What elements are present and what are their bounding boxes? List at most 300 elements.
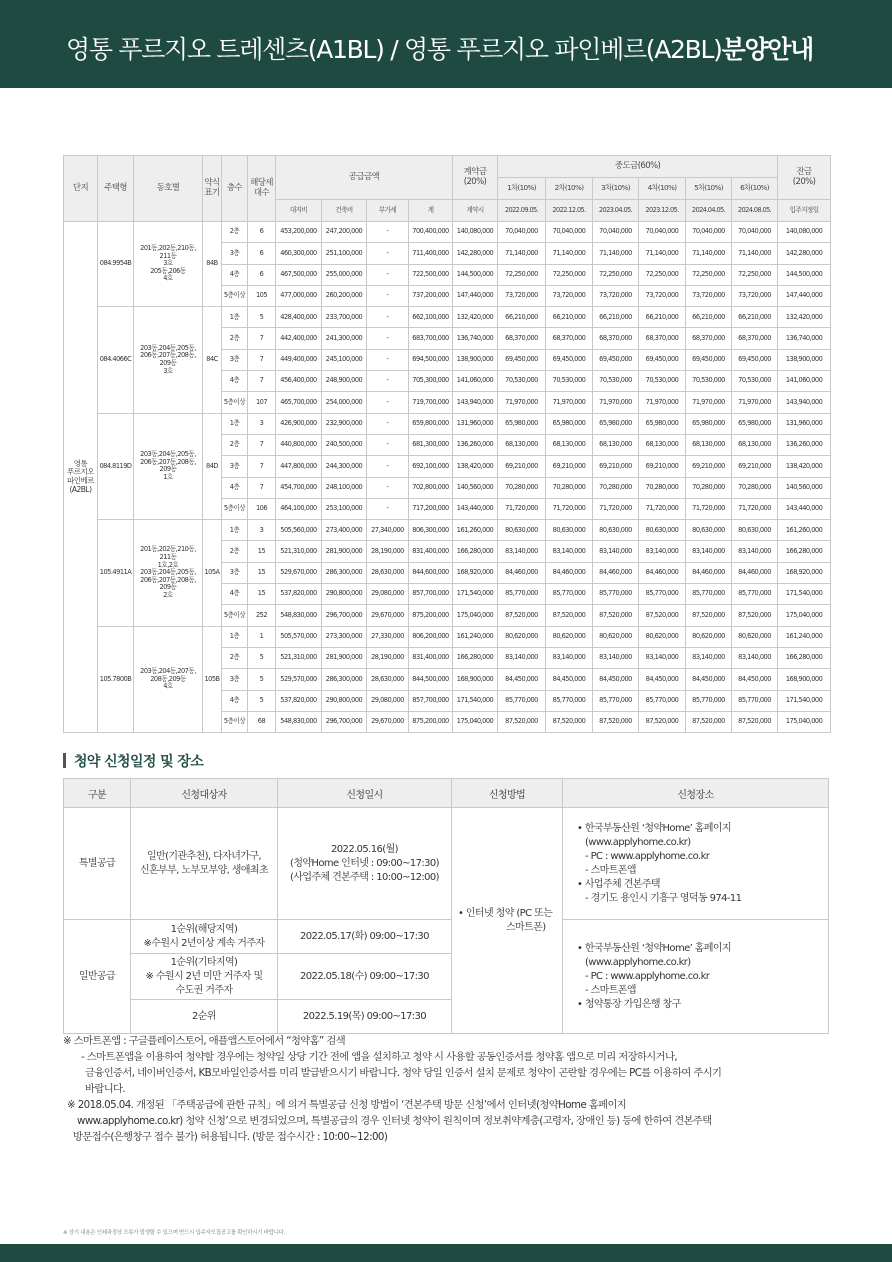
building-cell [134,307,203,413]
mid-cell-2: 68,130,000 [546,434,593,455]
construction-cell: 247,200,000 [322,222,367,243]
method-line: • 인터넷 청약 (PC 또는 [458,907,553,919]
construction-cell: 241,300,000 [322,328,367,349]
mid-cell-3: 69,450,000 [593,349,639,370]
land-cell: 449,400,000 [276,349,322,370]
units-cell: 3 [248,520,276,541]
building-line: 1호,2호 [157,560,179,569]
total-cell: 806,300,000 [409,520,453,541]
total-cell: 719,700,000 [409,392,453,413]
units-cell: 6 [248,243,276,264]
land-cell: 426,900,000 [276,413,322,434]
construction-cell: 273,300,000 [322,626,367,647]
building-line: 203동,204동,205동, [140,343,196,352]
vat-cell: 29,670,000 [367,711,409,732]
mid-cell-5: 71,970,000 [686,392,732,413]
vat-cell: 29,080,000 [367,584,409,605]
units-cell: 252 [248,605,276,626]
mid-cell-6: 80,620,000 [732,626,778,647]
floor-cell: 3층 [222,669,248,690]
mid-cell-2: 84,450,000 [546,669,593,690]
floor-cell: 5층이상 [222,285,248,306]
construction-cell: 248,100,000 [322,477,367,498]
floor-cell: 2층 [222,541,248,562]
mid-cell-3: 66,210,000 [593,307,639,328]
header-balance-label: 잔금 [796,166,812,177]
mid-cell-1: 70,040,000 [498,222,546,243]
floor-cell: 1층 [222,307,248,328]
header-mid-4: 4차(10%) [639,178,686,200]
contract-cell: 131,960,000 [453,413,498,434]
units-cell: 6 [248,264,276,285]
header-short: 약식표기 [203,156,222,222]
mid-cell-2: 80,630,000 [546,520,593,541]
balance-cell: 136,260,000 [778,434,831,455]
floor-cell: 2층 [222,328,248,349]
price-table [63,155,831,733]
total-cell: 844,600,000 [409,562,453,583]
total-cell: 722,500,000 [409,264,453,285]
mid-cell-3: 84,450,000 [593,669,639,690]
header-mid-date-5: 2024.04.05. [686,200,732,222]
total-cell: 806,200,000 [409,626,453,647]
note-2-line-1: ※ 2018.05.04. 개정된 「주택공급에 관한 규칙」에 의거 특별공급 신청 방법이 ‘견본주택 방문 신청’에서 인터넷(청약Home 홈페이지 [67,1098,627,1111]
mid-cell-5: 80,620,000 [686,626,732,647]
special-supply-label: 특별공급 [64,808,131,920]
land-cell: 428,400,000 [276,307,322,328]
contract-cell: 132,420,000 [453,307,498,328]
mid-cell-5: 71,720,000 [686,498,732,519]
schedule-header-target: 신청대상자 [131,779,278,808]
mid-cell-1: 73,720,000 [498,285,546,306]
mid-cell-1: 83,140,000 [498,541,546,562]
total-cell: 857,700,000 [409,584,453,605]
price-table-body [64,222,831,733]
contract-cell: 161,260,000 [453,520,498,541]
special-target-line: 일반(기관추천), 다자녀가구, [147,850,261,862]
balance-cell: 166,280,000 [778,647,831,668]
mid-cell-1: 70,530,000 [498,371,546,392]
mid-cell-2: 80,620,000 [546,626,593,647]
mid-cell-2: 70,040,000 [546,222,593,243]
total-cell: 683,700,000 [409,328,453,349]
header-type: 주택형 [98,156,134,222]
mid-cell-5: 66,210,000 [686,307,732,328]
mid-cell-2: 71,140,000 [546,243,593,264]
balance-cell: 138,420,000 [778,456,831,477]
mid-cell-3: 87,520,000 [593,711,639,732]
mid-cell-6: 83,140,000 [732,647,778,668]
land-cell: 460,300,000 [276,243,322,264]
contract-cell: 147,440,000 [453,285,498,306]
building-line: 1호 [163,472,173,481]
mid-cell-5: 87,520,000 [686,711,732,732]
land-cell: 521,310,000 [276,647,322,668]
mid-cell-6: 84,460,000 [732,562,778,583]
floor-cell: 4층 [222,690,248,711]
floor-cell: 5층이상 [222,392,248,413]
construction-cell: 290,800,000 [322,690,367,711]
vat-cell: - [367,434,409,455]
short-cell: 84D [203,413,222,519]
mid-cell-3: 80,620,000 [593,626,639,647]
header-mid-3: 3차(10%) [593,178,639,200]
vat-cell: - [367,392,409,413]
land-cell: 464,100,000 [276,498,322,519]
mid-cell-6: 85,770,000 [732,584,778,605]
mid-cell-2: 68,370,000 [546,328,593,349]
mid-cell-5: 85,770,000 [686,584,732,605]
land-cell: 529,570,000 [276,669,322,690]
header-mid-6: 6차(10%) [732,178,778,200]
page-title-main: 영통 푸르지오 트레센츠(A1BL) / 영통 푸르지오 파인베르(A2BL) [66,35,722,64]
mid-cell-6: 70,530,000 [732,371,778,392]
building-line: 206동,207동,208동, [140,457,196,466]
place-line: • 사업주체 견본주택 [577,878,660,890]
schedule-section-title-text: 청약 신청일정 및 장소 [74,754,204,770]
units-cell: 7 [248,434,276,455]
mid-cell-3: 85,770,000 [593,690,639,711]
mid-cell-5: 87,520,000 [686,605,732,626]
mid-cell-2: 85,770,000 [546,690,593,711]
construction-cell: 240,500,000 [322,434,367,455]
mid-cell-4: 65,980,000 [639,413,686,434]
total-cell: 844,500,000 [409,669,453,690]
special-supply-place [563,808,829,920]
contract-cell: 141,060,000 [453,371,498,392]
mid-cell-5: 68,130,000 [686,434,732,455]
mid-cell-2: 83,140,000 [546,541,593,562]
contract-cell: 171,540,000 [453,584,498,605]
mid-cell-4: 80,630,000 [639,520,686,541]
place-line: • 한국부동산원 ‘청약Home’ 홈페이지 [577,822,732,834]
mid-cell-2: 69,450,000 [546,349,593,370]
general-target-line: 수도권 거주자 [175,984,233,996]
mid-cell-5: 83,140,000 [686,541,732,562]
mid-cell-3: 71,140,000 [593,243,639,264]
mid-cell-3: 85,770,000 [593,584,639,605]
general-supply-label: 일반공급 [64,920,131,1034]
header-balance-pct: (20%) [792,176,816,187]
page-title-bold: 분양안내 [721,35,813,64]
mid-cell-4: 71,970,000 [639,392,686,413]
general-target-line: ※수원시 2년이상 계속 거주자 [143,937,265,949]
page-title [66,30,813,66]
total-cell: 831,400,000 [409,647,453,668]
notes [63,1034,838,1146]
mid-cell-4: 84,450,000 [639,669,686,690]
building-line: 4호 [163,274,173,283]
mid-cell-5: 73,720,000 [686,285,732,306]
vat-cell: 28,190,000 [367,541,409,562]
floor-cell: 3층 [222,349,248,370]
header-complex: 단지 [64,156,98,222]
total-cell: 875,200,000 [409,711,453,732]
contract-cell: 168,920,000 [453,562,498,583]
mid-cell-1: 71,140,000 [498,243,546,264]
mid-cell-2: 65,980,000 [546,413,593,434]
header-mid-date-6: 2024.08.05. [732,200,778,222]
floor-cell: 4층 [222,264,248,285]
total-cell: 702,800,000 [409,477,453,498]
contract-cell: 168,900,000 [453,669,498,690]
mid-cell-1: 68,370,000 [498,328,546,349]
vat-cell: 28,630,000 [367,562,409,583]
vat-cell: - [367,498,409,519]
mid-cell-3: 65,980,000 [593,413,639,434]
header-building: 동호별 [134,156,203,222]
mid-cell-2: 71,970,000 [546,392,593,413]
contract-cell: 175,040,000 [453,711,498,732]
mid-cell-4: 69,450,000 [639,349,686,370]
contract-cell: 142,280,000 [453,243,498,264]
header-construction: 건축비 [322,200,367,222]
note-2-line-2: www.applyhome.co.kr) 청약 신청’으로 변경되었으며, 특별공급의 경우 인터넷 청약이 원칙이며 정보취약계층(고령자, 장애인 등) 등에 한하여 견본주택 [77,1114,712,1127]
balance-cell: 141,060,000 [778,371,831,392]
place-line: - 경기도 용인시 기흥구 영덕동 974-11 [585,892,742,904]
balance-cell: 161,260,000 [778,520,831,541]
total-cell: 700,400,000 [409,222,453,243]
mid-cell-3: 83,140,000 [593,541,639,562]
vat-cell: 28,630,000 [367,669,409,690]
section-title-bar [63,753,66,768]
header-contract [453,156,498,200]
header-mid: 중도금(60%) [498,156,778,178]
floor-cell: 1층 [222,626,248,647]
units-cell: 7 [248,456,276,477]
header-supply: 공급금액 [276,156,453,200]
mid-cell-5: 84,460,000 [686,562,732,583]
mid-cell-2: 83,140,000 [546,647,593,668]
vat-cell: - [367,264,409,285]
mid-cell-2: 84,460,000 [546,562,593,583]
total-cell: 857,700,000 [409,690,453,711]
special-datetime-line: 2022.05.16(월) [331,843,398,855]
construction-cell: 245,100,000 [322,349,367,370]
building-cell [134,413,203,519]
header-contract-label: 계약금 [463,166,487,177]
mid-cell-6: 70,280,000 [732,477,778,498]
land-cell: 442,400,000 [276,328,322,349]
header-mid-date-2: 2022.12.05. [546,200,593,222]
mid-cell-5: 70,530,000 [686,371,732,392]
application-method [452,808,563,1034]
place-line: (www.applyhome.co.kr) [585,836,691,848]
note-1-sub-2: 금융인증서, 네이버인증서, KB모바일인증서를 미리 발급받으시기 바랍니다. 청약 당일 인증서 설치 문제로 청약이 곤란할 경우에는 PC를 이용하여 주시기 [85,1066,722,1079]
method-line: 스마트폰) [506,921,546,933]
special-supply-target [131,808,278,920]
mid-cell-1: 87,520,000 [498,711,546,732]
mid-cell-6: 65,980,000 [732,413,778,434]
mid-cell-3: 68,370,000 [593,328,639,349]
floor-cell: 3층 [222,562,248,583]
floor-cell: 5층이상 [222,711,248,732]
total-cell: 705,300,000 [409,371,453,392]
page-header [0,0,892,88]
mid-cell-4: 73,720,000 [639,285,686,306]
place-line: (www.applyhome.co.kr) [585,956,691,968]
balance-cell: 143,940,000 [778,392,831,413]
mid-cell-3: 71,720,000 [593,498,639,519]
schedule-header-place: 신청장소 [563,779,829,808]
units-cell: 5 [248,307,276,328]
mid-cell-3: 68,130,000 [593,434,639,455]
special-target-line: 신혼부부, 노부모부양, 생애최초 [139,864,269,876]
building-line: 4호 [163,682,173,691]
mid-cell-5: 65,980,000 [686,413,732,434]
building-line: 206동,207동,208동, [140,351,196,360]
mid-cell-1: 80,630,000 [498,520,546,541]
mid-cell-2: 70,530,000 [546,371,593,392]
contract-cell: 144,500,000 [453,264,498,285]
header-land: 대지비 [276,200,322,222]
balance-cell: 138,900,000 [778,349,831,370]
building-cell [134,626,203,732]
construction-cell: 273,400,000 [322,520,367,541]
construction-cell: 281,900,000 [322,647,367,668]
building-line: 203동,204동,207동, [140,667,196,676]
building-line: 203동,204동,205동, [140,450,196,459]
vat-cell: 27,330,000 [367,626,409,647]
mid-cell-4: 71,720,000 [639,498,686,519]
total-cell: 831,400,000 [409,541,453,562]
contract-cell: 136,740,000 [453,328,498,349]
vat-cell: - [367,222,409,243]
mid-cell-6: 71,720,000 [732,498,778,519]
mid-cell-3: 69,210,000 [593,456,639,477]
general-target-3: 2순위 [131,1000,278,1034]
note-1-sub-3: 바랍니다. [85,1082,126,1095]
complex-label-line: (A2BL) [69,484,92,494]
land-cell: 454,700,000 [276,477,322,498]
contract-cell: 138,420,000 [453,456,498,477]
mid-cell-5: 71,140,000 [686,243,732,264]
mid-cell-5: 70,280,000 [686,477,732,498]
place-line: - 스마트폰앱 [585,864,636,876]
balance-cell: 140,560,000 [778,477,831,498]
mid-cell-1: 71,720,000 [498,498,546,519]
type-cell: 105.4911A [98,520,134,626]
construction-cell: 290,800,000 [322,584,367,605]
vat-cell: - [367,477,409,498]
construction-cell: 233,700,000 [322,307,367,328]
land-cell: 521,310,000 [276,541,322,562]
floor-cell: 1층 [222,413,248,434]
balance-cell: 171,540,000 [778,690,831,711]
units-cell: 15 [248,541,276,562]
floor-cell: 2층 [222,647,248,668]
mid-cell-2: 87,520,000 [546,711,593,732]
balance-cell: 136,740,000 [778,328,831,349]
header-vat: 부가세 [367,200,409,222]
price-row [64,307,831,328]
place-line: • 한국부동산원 ‘청약Home’ 홈페이지 [577,942,732,954]
mid-cell-6: 71,140,000 [732,243,778,264]
land-cell: 453,200,000 [276,222,322,243]
mid-cell-4: 84,460,000 [639,562,686,583]
short-cell: 84C [203,307,222,413]
special-datetime-line: (사업주체 견본주택 : 10:00~12:00) [289,871,439,883]
contract-cell: 140,080,000 [453,222,498,243]
mid-cell-1: 66,210,000 [498,307,546,328]
units-cell: 6 [248,222,276,243]
header-units: 해당세대수 [248,156,276,222]
building-line: 209동 [159,465,177,474]
construction-cell: 254,000,000 [322,392,367,413]
building-line: 3호 [163,366,173,375]
short-cell: 84B [203,222,222,307]
construction-cell: 286,300,000 [322,562,367,583]
balance-cell: 168,920,000 [778,562,831,583]
place-line: - 스마트폰앱 [585,984,636,996]
balance-cell: 142,280,000 [778,243,831,264]
balance-cell: 168,900,000 [778,669,831,690]
vat-cell: 29,080,000 [367,690,409,711]
mid-cell-6: 84,450,000 [732,669,778,690]
floor-cell: 2층 [222,222,248,243]
construction-cell: 253,100,000 [322,498,367,519]
mid-cell-5: 85,770,000 [686,690,732,711]
building-line: 203동,204동,205동, [140,568,196,577]
mid-cell-3: 72,250,000 [593,264,639,285]
complex-label-line: 푸르지오 [67,467,94,477]
general-target-1 [131,920,278,954]
general-target-line: 1순위(기타지역) [170,956,238,968]
mid-cell-6: 87,520,000 [732,605,778,626]
land-cell: 456,400,000 [276,371,322,392]
header-mid-date-3: 2023.04.05. [593,200,639,222]
building-line: 209동 [159,358,177,367]
mid-cell-2: 73,720,000 [546,285,593,306]
header-mid-5: 5차(10%) [686,178,732,200]
mid-cell-4: 87,520,000 [639,711,686,732]
mid-cell-4: 85,770,000 [639,584,686,605]
header-balance-sub: 입주지정일 [778,200,831,222]
mid-cell-4: 69,210,000 [639,456,686,477]
building-line: 2호 [163,590,173,599]
contract-cell: 171,540,000 [453,690,498,711]
mid-cell-3: 70,280,000 [593,477,639,498]
mid-cell-3: 80,630,000 [593,520,639,541]
land-cell: 440,800,000 [276,434,322,455]
vat-cell: - [367,371,409,392]
building-cell [134,222,203,307]
mid-cell-3: 70,530,000 [593,371,639,392]
land-cell: 537,820,000 [276,584,322,605]
units-cell: 3 [248,413,276,434]
header-mid-date-4: 2023.12.05. [639,200,686,222]
total-cell: 711,400,000 [409,243,453,264]
mid-cell-3: 71,970,000 [593,392,639,413]
mid-cell-1: 84,460,000 [498,562,546,583]
balance-cell: 147,440,000 [778,285,831,306]
mid-cell-3: 87,520,000 [593,605,639,626]
header-contract-sub: 계약시 [453,200,498,222]
building-line: 211동 [159,552,177,561]
note-1: ※ 스마트폰앱 : 구글플레이스토어, 애플앱스토어에서 “청약홈” 검색 [63,1035,346,1047]
total-cell: 717,200,000 [409,498,453,519]
complex-cell [64,222,98,733]
short-cell: 105B [203,626,222,732]
place-line: - PC : www.applyhome.co.kr [585,850,710,862]
mid-cell-6: 68,370,000 [732,328,778,349]
mid-cell-4: 72,250,000 [639,264,686,285]
mid-cell-1: 85,770,000 [498,584,546,605]
floor-cell: 1층 [222,520,248,541]
contract-cell: 136,260,000 [453,434,498,455]
general-target-2 [131,954,278,1000]
total-cell: 662,100,000 [409,307,453,328]
